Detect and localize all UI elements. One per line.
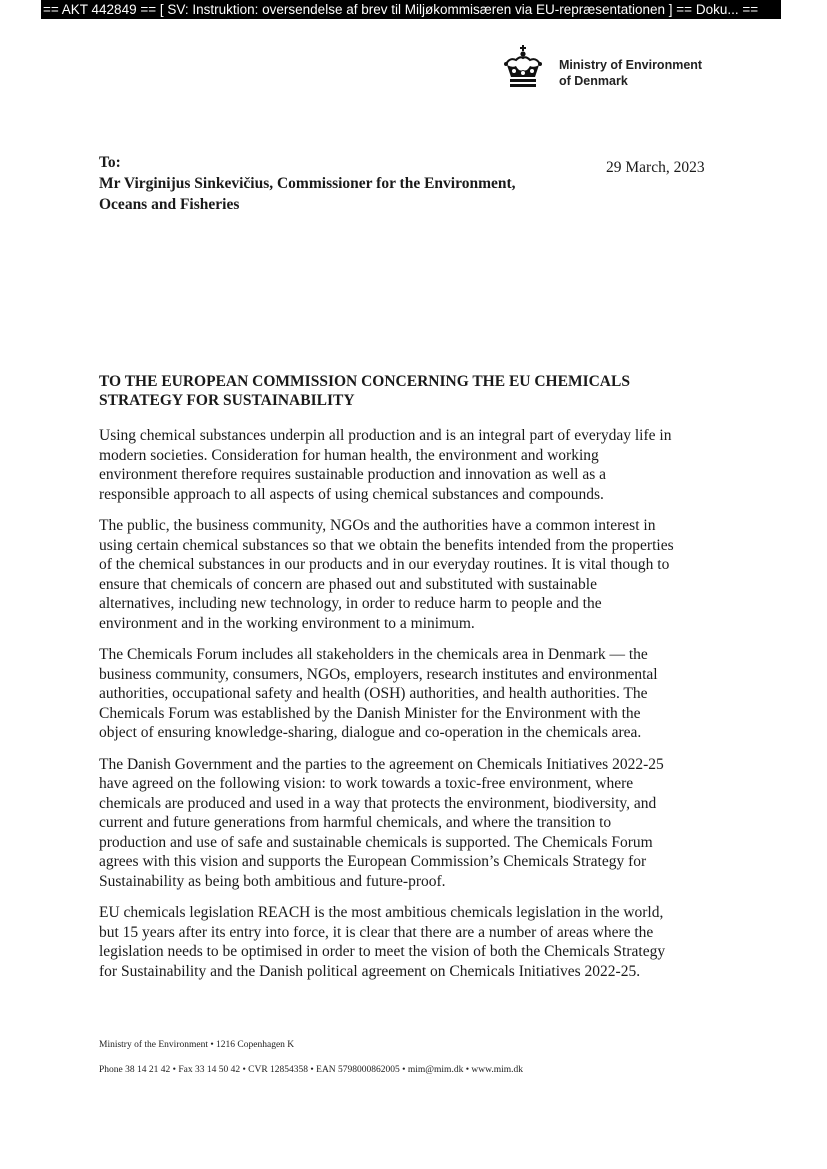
royal-crown-icon (498, 44, 548, 92)
ministry-name-line1: Ministry of Environment (559, 58, 703, 72)
body-paragraph (99, 426, 734, 504)
paragraph-line: ensure that chemicals of concern are phased out and substituted with sustainable (99, 575, 597, 593)
paragraph-line: business community, consumers, NGOs, employers, research institutes and environmental (99, 665, 658, 683)
footer-contact: Phone 38 14 21 42 • Fax 33 14 50 42 • CVR 12854358 • EAN 5798000862005 • mim@mim.dk • www.mim.dk (99, 1065, 524, 1075)
ministry-name-line2: of Denmark (559, 74, 628, 88)
paragraph-line: of the chemical substances in our products and in our everyday routines. It is vital though to (99, 556, 670, 573)
body-paragraph (99, 645, 734, 743)
paragraph-line: legislation needs to be optimised in order to meet the vision of both the Chemicals Strategy (99, 943, 666, 960)
paragraph-line: Chemicals Forum was established by the Danish Minister for the Environment with the (99, 704, 641, 722)
paragraph-line: EU chemicals legislation REACH is the most ambitious chemicals legislation in the world, (99, 904, 664, 921)
addressee-block (99, 152, 516, 215)
body-paragraph (99, 903, 734, 981)
paragraph-line: authorities, occupational safety and health (OSH) authorities, and health authorities. The (99, 685, 648, 702)
addressee-line1: Mr Virginijus Sinkevičius, Commissioner for the Environment, (99, 175, 516, 192)
paragraph-line: The Danish Government and the parties to the agreement on Chemicals Initiatives 2022-25 (99, 755, 664, 773)
subject-line2: STRATEGY FOR SUSTAINABILITY (99, 392, 355, 409)
letter-date: 29 March, 2023 (606, 159, 705, 176)
paragraph-line: environment and in the working environment to a minimum. (99, 614, 475, 632)
letter-subject (99, 372, 729, 410)
addressee-line2: Oceans and Fisheries (99, 196, 240, 213)
ministry-name (559, 57, 702, 89)
paragraph-line: current and future generations from harmful chemicals, and where the transition to (99, 814, 612, 831)
paragraph-line: The Chemicals Forum includes all stakeholders in the chemicals area in Denmark — the (99, 646, 648, 663)
body-paragraph (99, 755, 734, 892)
paragraph-line: object of ensuring knowledge-sharing, dialogue and co-operation in the chemicals area. (99, 724, 642, 741)
paragraph-line: modern societies. Consideration for human health, the environment and working (99, 446, 599, 464)
to-label: To: (99, 154, 121, 171)
letter-body (99, 426, 734, 993)
body-paragraph (99, 516, 734, 633)
paragraph-line: have agreed on the following vision: to work towards a toxic-free environment, where (99, 775, 634, 792)
paragraph-line: using certain chemical substances so that we obtain the benefits intended from the properties (99, 536, 674, 554)
paragraph-line: The public, the business community, NGOs and the authorities have a common interest in (99, 517, 656, 534)
paragraph-line: responsible approach to all aspects of using chemical substances and compounds. (99, 485, 604, 503)
paragraph-line: alternatives, including new technology, in order to reduce harm to people and the (99, 595, 602, 612)
subject-line1: TO THE EUROPEAN COMMISSION CONCERNING THE EU CHEMICALS (99, 373, 630, 390)
footer-address: Ministry of the Environment • 1216 Copenhagen K (99, 1040, 295, 1050)
paragraph-line: chemicals are produced and used in a way that protects the environment, biodiversity, and (99, 794, 657, 812)
paragraph-line: production and use of safe and sustainable chemicals is supported. The Chemicals Forum (99, 833, 653, 851)
paragraph-line: environment therefore requires sustainable production and innovation as well as a (99, 466, 607, 483)
paragraph-line: but 15 years after its entry into force, it is clear that there are a number of areas where the (99, 923, 654, 941)
paragraph-line: Using chemical substances underpin all production and is an integral part of everyday life in (99, 427, 672, 444)
paragraph-line: Sustainability as being both ambitious and future-proof. (99, 872, 446, 890)
document-header-bar: == AKT 442849 == [ SV: Instruktion: oversendelse af brev til Miljøkommisæren via EU-repræsentationen ] == Doku... == (41, 0, 781, 19)
paragraph-line: for Sustainability and the Danish political agreement on Chemicals Initiatives 2022-25. (99, 962, 641, 980)
paragraph-line: agrees with this vision and supports the European Commission’s Chemicals Strategy for (99, 853, 647, 870)
